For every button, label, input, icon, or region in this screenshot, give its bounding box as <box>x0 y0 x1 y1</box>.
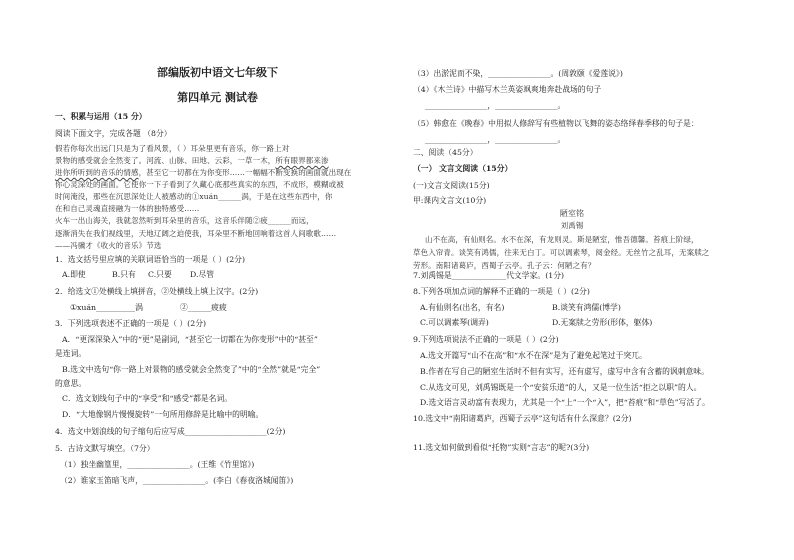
part-jia-label: 甲:课内文言文(10分) <box>413 196 487 205</box>
passage-line: 时间淹没，那些在沉思深处让人被感动的①xuán______涡，于是在这些东西中，你 <box>55 192 333 201</box>
question-3-option-c: C．选文划线句子中的“享受”和“感受”都是名词。 <box>62 394 233 403</box>
question-5-item-4-blank: ________________，________________。 <box>425 101 566 110</box>
question-2-stem: 2．给选文①处横线上填拼音，②处横线上填上汉字。(2分) <box>55 287 259 296</box>
question-2-blank-1: ①xuán__________涡 <box>70 303 143 312</box>
left-column <box>55 0 383 560</box>
passage-source: ——冯骥才《收火的音乐》节选 <box>55 241 162 250</box>
question-5-item-5: （5）韩愈在《晚春》中用拟人修辞写有些植物以飞舞的姿态络绎春季移的句子是： <box>413 119 699 128</box>
passage-line: 假若你每次出远门只是为了看风景，（ ）耳朵里更有音乐，你一路上对 <box>55 144 290 153</box>
question-9-option-a: A.选文开篇写“山不在高”和“水不在深”是为了避免起笔过于突兀。 <box>420 351 647 360</box>
passage-line <box>55 168 351 178</box>
question-9-stem: 9.下列选项说法不正确的一项是（ ）(2分) <box>413 335 559 344</box>
question-3-option-a: A．“更深深染入”中的“更”是副词，“甚至它一切都在为你变形”中的“甚至” <box>62 335 318 344</box>
classical-text-line: 劳形。南阳诸葛庐，西蜀子云亭。孔子云：何陋之有？ <box>413 261 596 270</box>
question-8-stem: 8.下列各项加点词的解释不正确的一项是（ ）(2分) <box>413 287 590 296</box>
question-1-option: C.只要 <box>148 270 172 279</box>
question-8-option-d: D.无案牍之劳形(形体，躯体) <box>552 318 653 327</box>
passage-line: 火车一出山海关，我就忽然听到耳朵里的音乐，这音乐伴随②疲______而远， <box>55 216 314 225</box>
question-5-item-2: （2）谁家玉笛暗飞声，________________。(李白《春夜洛城闻笛》) <box>60 476 294 485</box>
question-3-stem: 3．下列选项表述不正确的一项是（ ）(2分) <box>55 319 207 328</box>
passage-segment: 景物的感受就会全然变了。河流、山脉、田地、云彩，一草一木， <box>55 156 276 165</box>
subsection-label: (一)文言文阅读(15分) <box>413 181 490 190</box>
passage-line <box>55 156 329 166</box>
wavy-underlined-sentence: 所有眼界都来渗 <box>275 156 329 165</box>
paper-title: 部编版初中语文七年级下 <box>157 66 278 79</box>
unit-subtitle: 第四单元 测试卷 <box>177 91 258 104</box>
section-heading-accumulation: 一、积累与运用（15 分） <box>55 112 147 121</box>
question-5-item-3: （3）出淤泥而不染，________________。(周敦颐《爱莲说》) <box>413 69 623 78</box>
reading-instruction: 阅读下面文字，完成各题 （8分） <box>55 129 172 138</box>
wavy-underlined-sentence: 进你所听到的音乐的情感 <box>55 168 139 177</box>
question-11-stem: 11.选文如何做到看似“托物”实则“言志”的呢?(3分) <box>413 443 590 452</box>
passage-line: 逐渐消失在我们视线里，天地辽阔之迫使我，耳朵里不断地回响着这首人间歌歌…… <box>55 229 337 238</box>
subsection-heading-classical: （一） 文言文阅读（15分） <box>413 164 513 173</box>
question-5-item-4: （4）《木兰诗》中描写木兰英姿飒爽地奔赴战场的句子 <box>413 85 602 94</box>
passage-segment: ，甚至它一切都在为你变形……一幅幅不断变换的画面就出现在 <box>138 168 352 177</box>
passage-line: 在和自己灵魂直接融为一体的独特感受…… <box>55 204 200 213</box>
question-5-stem: 5．古诗文默写填空。（7分） <box>55 444 155 453</box>
question-8-option-b: B.谈笑有鸿儒(博学) <box>552 303 621 312</box>
question-1-option: B.只有 <box>112 270 136 279</box>
question-7-stem: 7.刘禹锡是______________代文学家。(1分) <box>413 271 565 280</box>
question-1-option: D.尽管 <box>190 270 215 279</box>
passage-line: 你心灵深处的画面。它使你一下子看到了久藏心底那些真实的东西，不成形，模糊或被 <box>55 180 344 189</box>
question-5-item-1: （1）独坐幽篁里，________________。(王维《竹里馆》) <box>60 460 255 469</box>
question-9-option-b: B.作者在写自己的陋室生活时不但有实写，还有虚写，虚写中含有含蓄的讽刺意味。 <box>420 367 709 376</box>
question-1-option: A.即使 <box>62 270 86 279</box>
question-5-item-5-blank: ________________，________________。 <box>425 135 566 144</box>
text-title: 陋室铭 <box>559 209 585 218</box>
text-author: 刘禹锡 <box>560 221 584 230</box>
question-10-stem: 10.选文中“南阳诸葛庐，西蜀子云亭”这句话有什么深意？(2分) <box>413 414 632 423</box>
question-3-option-d: D．“大地像钢片慢慢旋转”一句所用修辞是比喻中的明喻。 <box>62 410 264 419</box>
question-3-option-b-cont: 的意思。 <box>55 379 87 388</box>
classical-text-line: 草色入帘青。谈笑有鸿儒，往来无白丁。可以调素琴，阅金经。无丝竹之乱耳，无案牍之 <box>413 248 710 257</box>
question-3-option-a-cont: 是连词。 <box>55 349 87 358</box>
question-8-option-c: C.可以调素琴(调弄) <box>420 318 489 327</box>
question-3-option-b: B.选文中选句“你一路上对景物的感受就会全然变了”中的“全然”就是“完全” <box>62 365 321 374</box>
question-9-option-d: D.选文语言灵动富有表现力，尤其是一个“上”一个“入”，把“苔痕”和“草色”写活了。 <box>420 398 710 407</box>
question-4-stem: 4．选文中划浪线的句子缩句后应写成_____________________(2分) <box>55 427 286 436</box>
question-9-option-c: C.从选文可见，刘禹锡既是一个“安贫乐道”的人，又是一位生活“拒之以职”的人。 <box>420 383 702 392</box>
right-column <box>410 0 750 560</box>
section-heading-reading: 二、阅读（45分） <box>413 148 478 157</box>
question-8-option-a: A.有仙则名(出名，有名) <box>420 303 505 312</box>
classical-text-line: 山不在高，有仙则名。水不在深，有龙则灵。斯是陋室，惟吾德馨。苔痕上阶绿， <box>425 235 699 244</box>
question-1-stem: 1．选文括号里应填的关联词语恰当的一项是（ ）(2分) <box>55 255 246 264</box>
question-2-blank-2: ②______疲疲 <box>180 303 227 312</box>
